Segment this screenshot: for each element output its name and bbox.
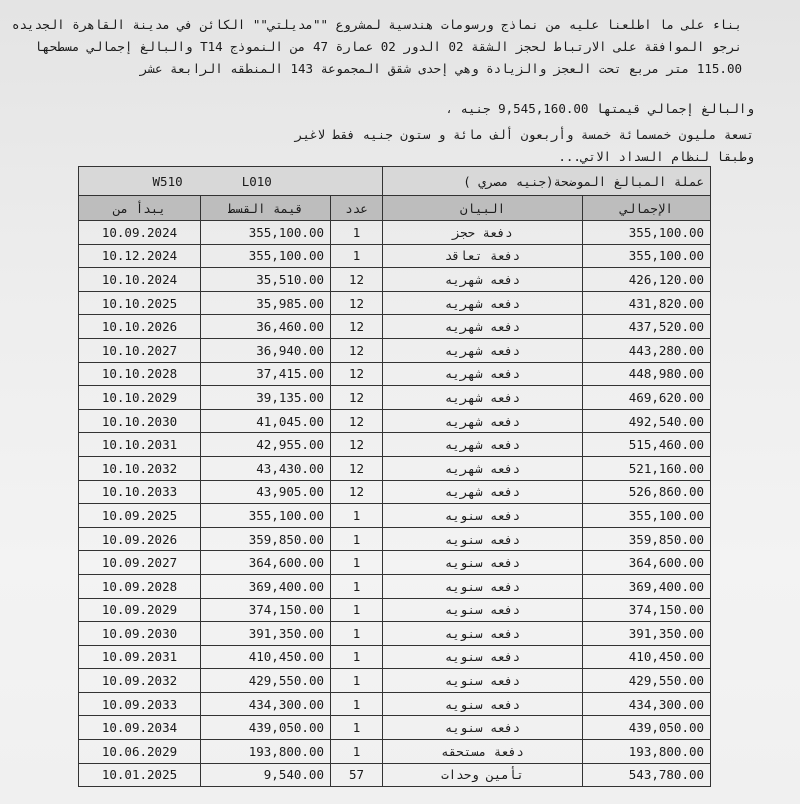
start-date-cell: 10.09.2027 [79, 551, 201, 575]
table-row [79, 315, 711, 339]
count-cell: 1 [331, 574, 383, 598]
installment-cell: 359,850.00 [201, 527, 331, 551]
start-date-cell: 10.10.2032 [79, 456, 201, 480]
description-cell: دفعه شهريه [383, 268, 583, 292]
total-cell: 431,820.00 [583, 291, 711, 315]
description-cell: دفعه شهريه [383, 433, 583, 457]
table-row [79, 244, 711, 268]
description-cell: دفعه سنويه [383, 574, 583, 598]
description-cell: دفعه شهريه [383, 480, 583, 504]
table-row [79, 504, 711, 528]
col-total: الإجمالي [583, 196, 711, 221]
start-date-cell: 10.09.2034 [79, 716, 201, 740]
total-cell: 410,450.00 [583, 645, 711, 669]
description-cell: دفعه سنويه [383, 645, 583, 669]
table-row [79, 456, 711, 480]
currency-label: عملة المبالغ الموضحة(جنيه مصري ) [383, 167, 711, 196]
start-date-cell: 10.10.2030 [79, 409, 201, 433]
installment-cell: 43,430.00 [201, 456, 331, 480]
start-date-cell: 10.09.2032 [79, 669, 201, 693]
table-row [79, 763, 711, 787]
start-date-cell: 10.09.2029 [79, 598, 201, 622]
total-cell: 374,150.00 [583, 598, 711, 622]
count-cell: 1 [331, 598, 383, 622]
table-row [79, 433, 711, 457]
table-row [79, 669, 711, 693]
count-cell: 1 [331, 740, 383, 764]
start-date-cell: 10.10.2029 [79, 386, 201, 410]
start-date-cell: 10.09.2031 [79, 645, 201, 669]
payment-system-line: وطبقا لنظام السداد الاتي... [558, 149, 754, 164]
description-cell: دفعه شهريه [383, 315, 583, 339]
count-cell: 12 [331, 315, 383, 339]
description-cell: دفعه سنويه [383, 716, 583, 740]
table-row [79, 692, 711, 716]
installment-cell: 364,600.00 [201, 551, 331, 575]
installment-cell: 42,955.00 [201, 433, 331, 457]
total-cell: 429,550.00 [583, 669, 711, 693]
installment-cell: 391,350.00 [201, 622, 331, 646]
start-date-cell: 10.09.2026 [79, 527, 201, 551]
total-cell: 391,350.00 [583, 622, 711, 646]
table-row [79, 338, 711, 362]
count-cell: 1 [331, 692, 383, 716]
description-cell: دفعه شهريه [383, 386, 583, 410]
table-row [79, 480, 711, 504]
col-start-date: يبدأ من [79, 196, 201, 221]
description-cell: دفعه سنويه [383, 551, 583, 575]
total-cell: 355,100.00 [583, 244, 711, 268]
description-cell: دفعة حجز [383, 221, 583, 245]
start-date-cell: 10.09.2030 [79, 622, 201, 646]
table-row [79, 221, 711, 245]
table-body [79, 221, 711, 787]
total-cell: 469,620.00 [583, 386, 711, 410]
installment-cell: 355,100.00 [201, 221, 331, 245]
table-row [79, 740, 711, 764]
total-cell: 369,400.00 [583, 574, 711, 598]
count-cell: 1 [331, 527, 383, 551]
installment-cell: 193,800.00 [201, 740, 331, 764]
count-cell: 12 [331, 291, 383, 315]
installment-cell: 439,050.00 [201, 716, 331, 740]
installment-cell: 9,540.00 [201, 763, 331, 787]
description-cell: دفعة مستحقه [383, 740, 583, 764]
unit-codes-cell [79, 167, 383, 196]
start-date-cell: 10.10.2031 [79, 433, 201, 457]
installment-cell: 429,550.00 [201, 669, 331, 693]
total-cell: 359,850.00 [583, 527, 711, 551]
count-cell: 1 [331, 504, 383, 528]
installment-cell: 35,510.00 [201, 268, 331, 292]
description-cell: دفعه سنويه [383, 598, 583, 622]
installment-cell: 374,150.00 [201, 598, 331, 622]
start-date-cell: 10.09.2033 [79, 692, 201, 716]
start-date-cell: 10.10.2027 [79, 338, 201, 362]
count-cell: 57 [331, 763, 383, 787]
total-cell: 426,120.00 [583, 268, 711, 292]
total-cell: 526,860.00 [583, 480, 711, 504]
description-cell: دفعه شهريه [383, 456, 583, 480]
count-cell: 1 [331, 669, 383, 693]
table-row [79, 645, 711, 669]
total-cell: 521,160.00 [583, 456, 711, 480]
count-cell: 1 [331, 716, 383, 740]
description-cell: دفعه سنويه [383, 504, 583, 528]
table-row [79, 716, 711, 740]
total-cell: 364,600.00 [583, 551, 711, 575]
installment-cell: 410,450.00 [201, 645, 331, 669]
table-row [79, 386, 711, 410]
start-date-cell: 10.09.2025 [79, 504, 201, 528]
description-cell: دفعه سنويه [383, 527, 583, 551]
installment-cell: 37,415.00 [201, 362, 331, 386]
count-cell: 12 [331, 362, 383, 386]
start-date-cell: 10.01.2025 [79, 763, 201, 787]
column-header-row [79, 196, 711, 221]
installment-cell: 369,400.00 [201, 574, 331, 598]
table-row [79, 574, 711, 598]
count-cell: 1 [331, 221, 383, 245]
count-cell: 1 [331, 622, 383, 646]
start-date-cell: 10.12.2024 [79, 244, 201, 268]
payment-schedule-table [78, 166, 711, 787]
total-paragraph [34, 98, 754, 168]
total-cell: 515,460.00 [583, 433, 711, 457]
table-row [79, 291, 711, 315]
col-installment: قيمة القسط [201, 196, 331, 221]
description-cell: دفعه سنويه [383, 669, 583, 693]
total-cell: 355,100.00 [583, 221, 711, 245]
installment-cell: 35,985.00 [201, 291, 331, 315]
installment-cell: 43,905.00 [201, 480, 331, 504]
intro-line: نرجو الموافقة على الارتباط لحجز الشقة 02 الدور 02 عمارة 47 من النموذج T14 والبالغ إجمالي مسطحها [34, 39, 742, 54]
installment-cell: 39,135.00 [201, 386, 331, 410]
start-date-cell: 10.10.2025 [79, 291, 201, 315]
count-cell: 1 [331, 244, 383, 268]
start-date-cell: 10.10.2033 [79, 480, 201, 504]
table-row [79, 622, 711, 646]
description-cell: تأمين وحدات [383, 763, 583, 787]
count-cell: 1 [331, 551, 383, 575]
total-cell: 448,980.00 [583, 362, 711, 386]
unit-code-2: L010 [241, 173, 272, 189]
installment-cell: 355,100.00 [201, 504, 331, 528]
total-words-line: تسعة مليون خمسمائة خمسة وأربعون ألف مائة و ستون جنيه فقط لاغير [294, 127, 754, 142]
start-date-cell: 10.10.2024 [79, 268, 201, 292]
start-date-cell: 10.09.2028 [79, 574, 201, 598]
description-cell: دفعه سنويه [383, 692, 583, 716]
total-cell: 492,540.00 [583, 409, 711, 433]
count-cell: 12 [331, 433, 383, 457]
total-cell: 434,300.00 [583, 692, 711, 716]
description-cell: دفعه شهريه [383, 291, 583, 315]
col-description: البيان [383, 196, 583, 221]
table-row [79, 551, 711, 575]
count-cell: 12 [331, 338, 383, 362]
total-cell: 543,780.00 [583, 763, 711, 787]
total-cell: 443,280.00 [583, 338, 711, 362]
start-date-cell: 10.06.2029 [79, 740, 201, 764]
total-cell: 193,800.00 [583, 740, 711, 764]
description-cell: دفعه شهريه [383, 338, 583, 362]
count-cell: 12 [331, 409, 383, 433]
start-date-cell: 10.10.2026 [79, 315, 201, 339]
intro-line: بناء على ما اطلعنا عليه من نماذج ورسومات هندسية لمشروع ""مديلتي"" الكائن في مدينة القاهرة الجديده [12, 17, 742, 32]
installment-cell: 355,100.00 [201, 244, 331, 268]
table-row [79, 409, 711, 433]
table-row [79, 268, 711, 292]
table-title-row [79, 167, 711, 196]
count-cell: 12 [331, 480, 383, 504]
count-cell: 1 [331, 645, 383, 669]
count-cell: 12 [331, 456, 383, 480]
intro-line: 115.00 متر مربع تحت العجز والزيادة وهي إحدى شقق المجموعة 143 المنطقه الرابعة عشر [139, 61, 742, 76]
description-cell: دفعه شهريه [383, 362, 583, 386]
description-cell: دفعه شهريه [383, 409, 583, 433]
col-count: عدد [331, 196, 383, 221]
installment-cell: 434,300.00 [201, 692, 331, 716]
intro-paragraph [12, 14, 742, 80]
table-row [79, 527, 711, 551]
count-cell: 12 [331, 268, 383, 292]
description-cell: دفعه سنويه [383, 622, 583, 646]
total-cell: 439,050.00 [583, 716, 711, 740]
installment-cell: 36,940.00 [201, 338, 331, 362]
total-cell: 437,520.00 [583, 315, 711, 339]
count-cell: 12 [331, 386, 383, 410]
start-date-cell: 10.09.2024 [79, 221, 201, 245]
description-cell: دفعة تعاقد [383, 244, 583, 268]
table-row [79, 362, 711, 386]
total-cell: 355,100.00 [583, 504, 711, 528]
unit-code-1: W510 [152, 173, 183, 189]
table-row [79, 598, 711, 622]
installment-cell: 36,460.00 [201, 315, 331, 339]
total-amount-line: والبالغ إجمالي قيمتها 9,545,160.00 جنيه ، [445, 101, 754, 116]
start-date-cell: 10.10.2028 [79, 362, 201, 386]
installment-cell: 41,045.00 [201, 409, 331, 433]
